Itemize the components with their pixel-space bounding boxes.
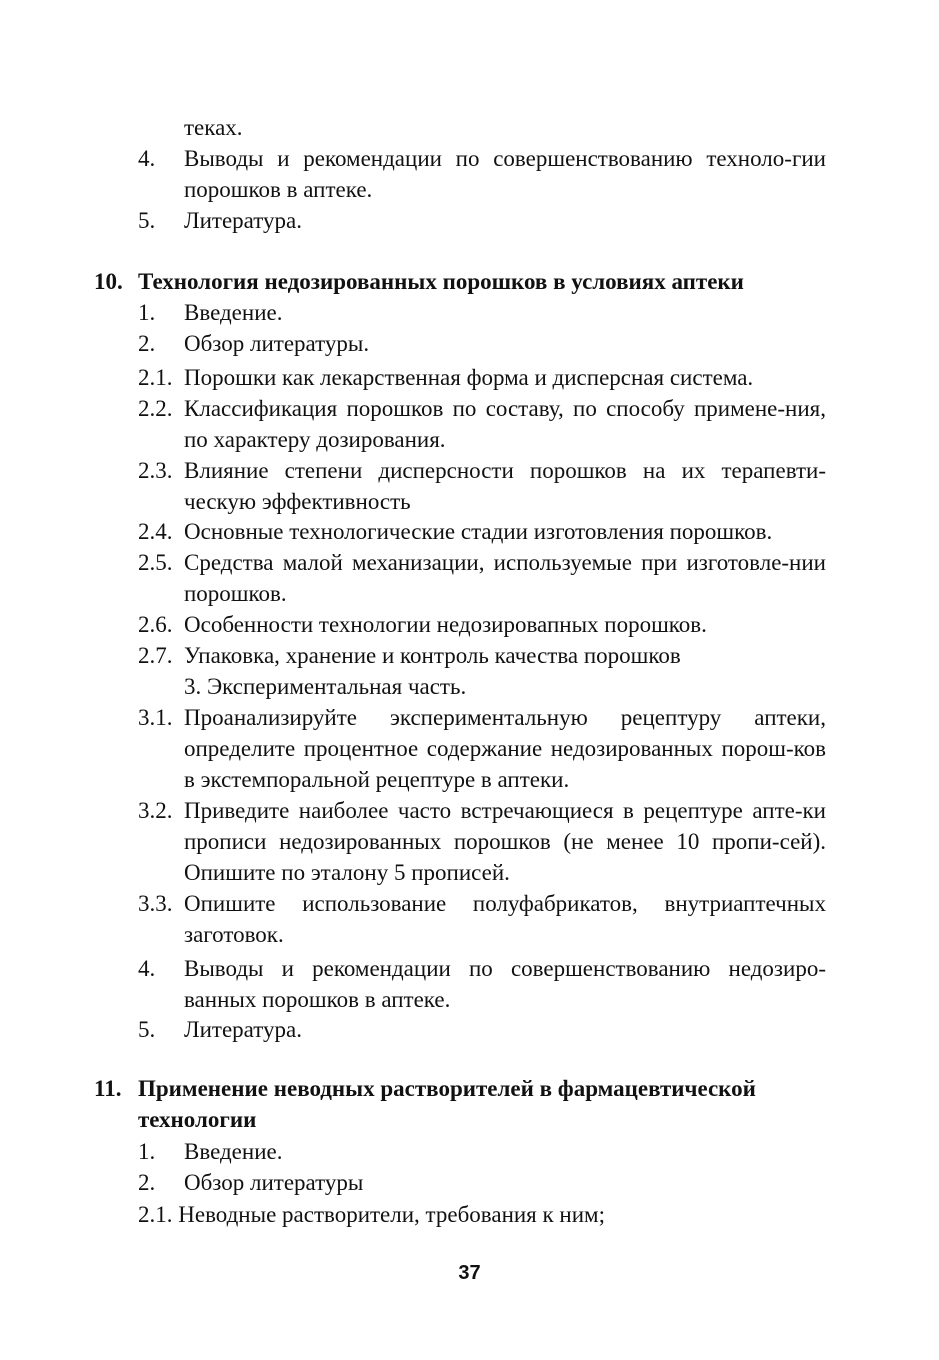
list-item-number: 5.: [138, 208, 156, 233]
list-item-number: 3.3.: [138, 891, 173, 916]
continuation-text: теках.: [184, 115, 243, 140]
list-item-text: Основные технологические стадии изготовления порошков.: [184, 519, 773, 544]
list-item-number: 1.: [138, 1139, 156, 1164]
list-item-text: 2.1. Неводные растворители, требования к ним;: [138, 1202, 605, 1227]
list-item-text: Классификация порошков по составу, по способу примене-ния, по характеру дозирования.: [184, 396, 826, 452]
section-number: 10.: [94, 269, 123, 294]
page-number: 37: [458, 1262, 481, 1284]
list-item-text: Проанализируйте экспериментальную рецептуру аптеки, определите процентное содержание недозированных порош-ков в экстемпоральной рецептуре в аптеки.: [184, 705, 826, 792]
list-item-number: 2.7.: [138, 643, 173, 668]
list-item-number: 2.4.: [138, 519, 173, 544]
list-item-text: Введение.: [184, 1139, 283, 1164]
list-item-text: Обзор литературы: [184, 1170, 364, 1195]
list-item-text: Литература.: [184, 208, 302, 233]
list-item-number: 2.1.: [138, 365, 173, 390]
experimental-part-heading: 3. Экспериментальная часть.: [184, 674, 467, 699]
list-item-number: 2.: [138, 331, 156, 356]
list-item-number: 1.: [138, 300, 156, 325]
section-title: Технология недозированных порошков в условиях аптеки: [138, 269, 744, 294]
section-title: Применение неводных растворителей в фармацевтической технологии: [138, 1076, 756, 1132]
list-item-text: Литература.: [184, 1017, 302, 1042]
list-item-text: Введение.: [184, 300, 283, 325]
list-item-text: Влияние степени дисперсности порошков на их терапевти-ческую эффективность: [184, 458, 826, 514]
list-item-text: Приведите наиболее часто встречающиеся в рецептуре апте-ки прописи недозированных порошков (не менее 10 пропи-сей). Опишите по эталону 5 прописей.: [184, 798, 826, 885]
list-item-number: 2.5.: [138, 550, 173, 575]
list-item-number: 5.: [138, 1017, 156, 1042]
list-item-number: 3.1.: [138, 705, 173, 730]
list-item-text: Выводы и рекомендации по совершенствованию недозиро-ванных порошков в аптеке.: [184, 956, 826, 1012]
list-item-number: 2.3.: [138, 458, 173, 483]
list-item-text: Порошки как лекарственная форма и дисперсная система.: [184, 365, 754, 390]
list-item-text: Особенности технологии недозировапных порошков.: [184, 612, 707, 637]
list-item-number: 2.: [138, 1170, 156, 1195]
list-item-text: Обзор литературы.: [184, 331, 370, 356]
list-item-text: Упаковка, хранение и контроль качества порошков: [184, 643, 681, 668]
section-number: 11.: [94, 1076, 122, 1101]
list-item-number: 3.2.: [138, 798, 173, 823]
list-item-number: 2.6.: [138, 612, 173, 637]
list-item-text: Выводы и рекомендации по совершенствованию техноло-гии порошков в аптеке.: [184, 146, 826, 202]
list-item-number: 4.: [138, 956, 156, 981]
list-item-number: 2.2.: [138, 396, 173, 421]
list-item-text: Средства малой механизации, используемые при изготовле-нии порошков.: [184, 550, 826, 606]
list-item-number: 4.: [138, 146, 156, 171]
list-item-text: Опишите использование полуфабрикатов, внутриаптечных заготовок.: [184, 891, 826, 947]
